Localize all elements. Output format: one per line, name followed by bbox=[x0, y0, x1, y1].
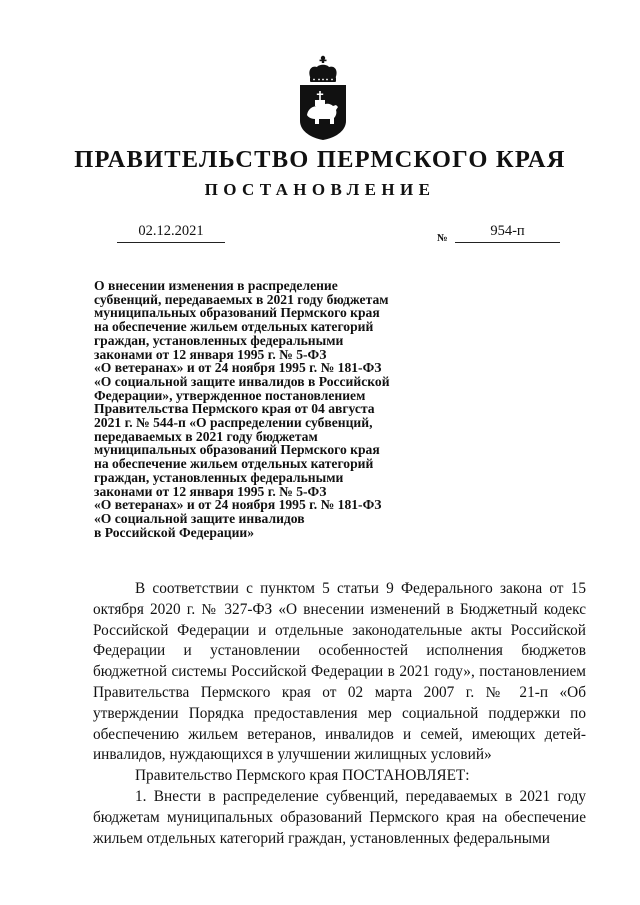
subject-line: 2021 г. № 544-п «О распределении субвенций, bbox=[94, 415, 373, 431]
government-title: ПРАВИТЕЛЬСТВО ПЕРМСКОГО КРАЯ bbox=[74, 146, 566, 173]
subject-line: О внесении изменения в распределение bbox=[94, 278, 338, 293]
subject-line: граждан, установленных федеральными bbox=[94, 469, 344, 485]
subject-line: граждан, установленных федеральными bbox=[94, 332, 344, 348]
subject-line: муниципальных образований Пермского края bbox=[94, 442, 380, 458]
document-type: ПОСТАНОВЛЕНИЕ bbox=[204, 180, 436, 199]
subject-line: на обеспечение жильем отдельных категорий bbox=[94, 319, 374, 335]
subject-line: Федерации», утвержденное постановлением bbox=[94, 387, 366, 403]
subject-line: субвенций, передаваемых в 2021 году бюджетам bbox=[94, 291, 389, 307]
subject-line: на обеспечение жильем отдельных категорий bbox=[94, 456, 374, 472]
document-subject bbox=[94, 279, 434, 539]
number-prefix: № bbox=[437, 233, 448, 244]
subject-line: законами от 12 января 1995 г. № 5-ФЗ bbox=[94, 483, 327, 499]
subject-line: передаваемых в 2021 году бюджетам bbox=[94, 428, 318, 444]
item-1-paragraph: 1. Внести в распределение субвенций, передаваемых в 2021 году бюджетам муниципальных образований Пермского края на обеспечение жильем отдельных категорий граждан, установленных федеральными bbox=[93, 787, 586, 847]
subject-line: муниципальных образований Пермского края bbox=[94, 305, 380, 321]
perm-krai-coat-of-arms-icon bbox=[297, 55, 349, 141]
document-body bbox=[93, 579, 586, 849]
subject-line: «О ветеранах» и от 24 ноября 1995 г. № 181-ФЗ bbox=[94, 497, 382, 513]
subject-line: законами от 12 января 1995 г. № 5-ФЗ bbox=[94, 346, 327, 362]
document-date: 02.12.2021 bbox=[117, 223, 225, 243]
document-number: 954-п bbox=[455, 223, 560, 243]
subject-line: «О ветеранах» и от 24 ноября 1995 г. № 181-ФЗ bbox=[94, 360, 382, 376]
subject-line: «О социальной защите инвалидов bbox=[94, 510, 305, 526]
subject-line: в Российской Федерации» bbox=[94, 524, 255, 540]
subject-line: Правительства Пермского края от 04 августа bbox=[94, 401, 375, 417]
subject-line: «О социальной защите инвалидов в Российской bbox=[94, 373, 390, 389]
preamble-paragraph: В соответствии с пунктом 5 статьи 9 Федерального закона от 15 октября 2020 г. № 327-ФЗ «О внесении изменений в Бюджетный кодекс Российской Федерации и отдельные законодательные акты Российской Федерации и установлении особенностей исполнения бюджетов бюджетной системы Российской Федерации в 2021 году», постановлением Правительства Пермского края от 02 марта 2007 г. № 21-п «Об утверждении Порядка предоставления мер социальной поддержки по обеспечению жильем ветеранов, инвалидов и семей, имеющих детей-инвалидов, нуждающихся в улучшении жилищных условий» bbox=[93, 580, 586, 764]
resolution-paragraph: Правительство Пермского края ПОСТАНОВЛЯЕТ: bbox=[135, 767, 470, 785]
